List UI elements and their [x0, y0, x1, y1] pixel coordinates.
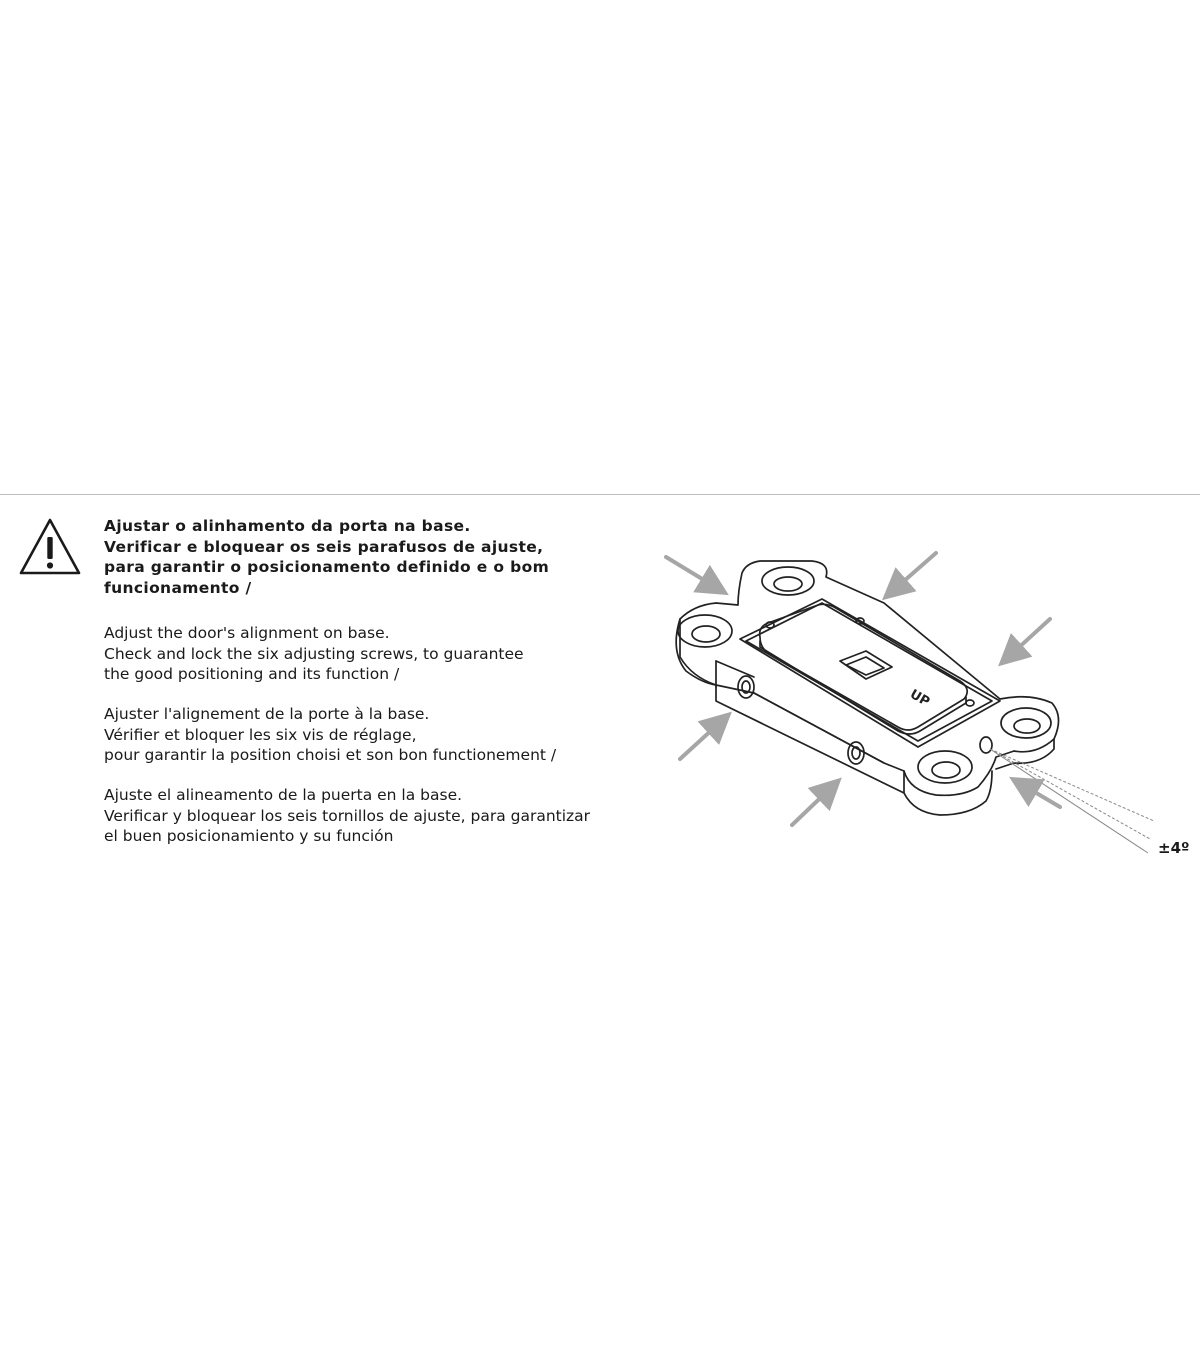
instruction-en-line: Check and lock the six adjusting screws, to guarantee	[104, 644, 524, 663]
instruction-fr	[104, 704, 664, 766]
warning-triangle-icon	[18, 517, 82, 577]
instruction-fr-line: Vérifier et bloquer les six vis de réglage,	[104, 725, 417, 744]
up-label: UP	[907, 686, 932, 710]
instruction-en-line: Adjust the door's alignment on base.	[104, 624, 390, 642]
angle-label: ±4º	[1158, 839, 1190, 857]
instruction-pt-line: Verificar e bloquear os seis parafusos de ajuste,	[104, 537, 544, 556]
plate-side-front	[680, 619, 716, 687]
instruction-panel	[0, 494, 1200, 877]
instruction-es	[104, 785, 664, 847]
instruction-en-line: the good positioning and its function /	[104, 665, 400, 683]
instruction-pt-line: Ajustar o alinhamento da porta na base.	[104, 517, 471, 535]
instruction-es-line: Verificar y bloquear los seis tornillos de ajuste, para garantizar	[104, 806, 591, 825]
instruction-pt-line: para garantir o posicionamento definido e o bom	[104, 558, 550, 576]
base-plate-diagram	[640, 535, 1200, 878]
pointer-arrow	[680, 717, 726, 759]
pointer-arrow	[888, 553, 936, 595]
instruction-en	[104, 623, 664, 685]
pointer-arrow	[666, 557, 722, 591]
pointer-arrow	[1004, 619, 1050, 661]
instruction-es-line: Ajuste el alineamento de la puerta en la base.	[104, 786, 463, 804]
instruction-fr-line: pour garantir la position choisi et son bon functionement /	[104, 746, 557, 764]
instruction-es-line: el buen posicionamiento y su función	[104, 827, 394, 845]
pointer-arrow	[792, 783, 836, 825]
angle-indicator-lines	[990, 749, 1154, 853]
instruction-pt-line: funcionamento /	[104, 578, 252, 597]
instruction-fr-line: Ajuster l'alignement de la porte à la base.	[104, 705, 430, 723]
instruction-pt	[104, 516, 664, 598]
